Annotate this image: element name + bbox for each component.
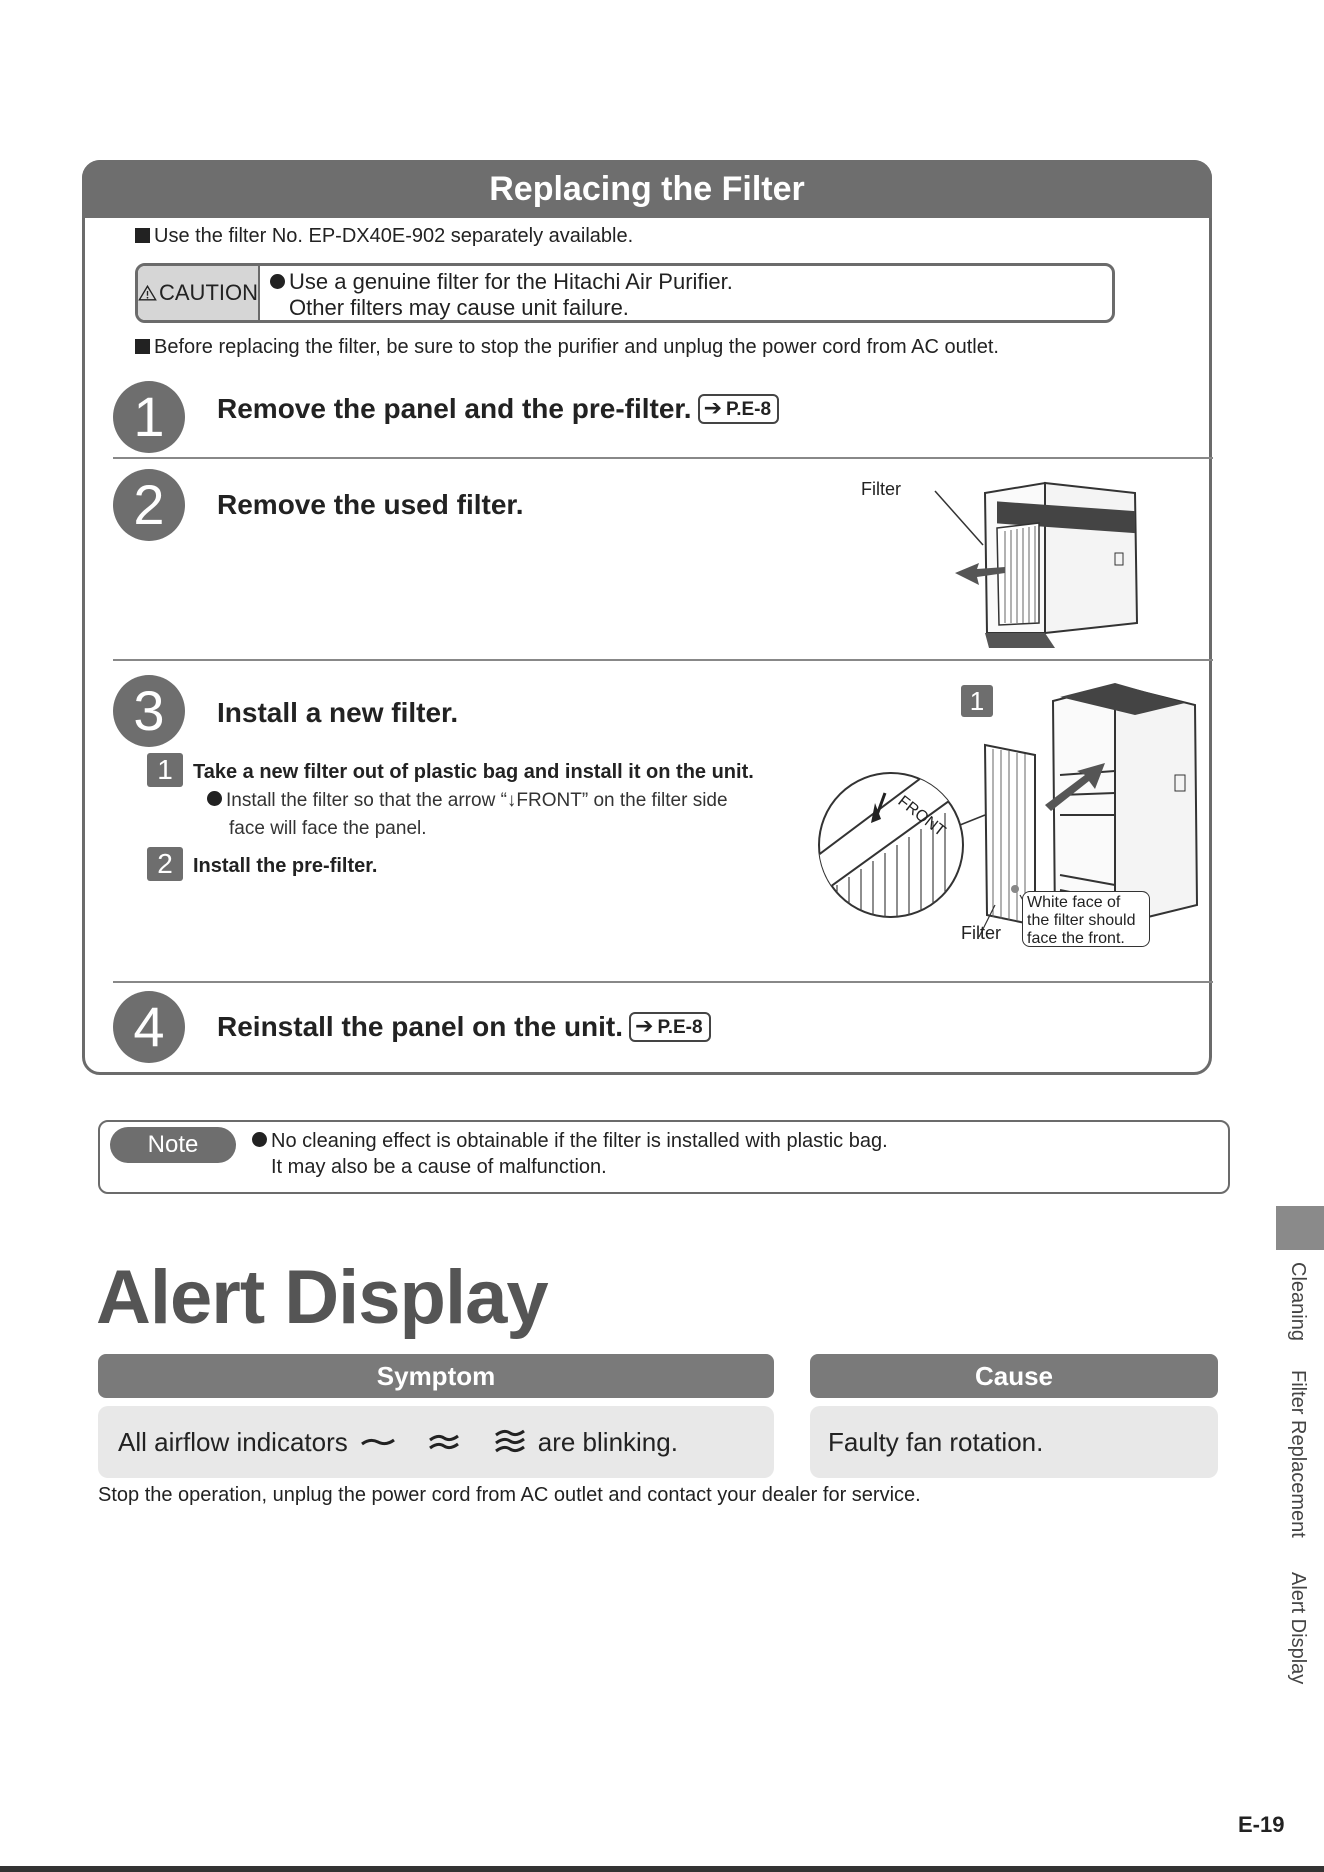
substep-1-number: 1 bbox=[147, 753, 183, 787]
page-reference: ➔ P.E-8 bbox=[698, 394, 780, 424]
side-tab-alert-display: Alert Display bbox=[1287, 1572, 1309, 1685]
step-divider bbox=[113, 457, 1213, 459]
before-replacing-note: Before replacing the filter, be sure to stop the purifier and unplug the power cord from AC outlet. bbox=[135, 336, 999, 359]
page-number: E-19 bbox=[1238, 1812, 1285, 1837]
step-4-number: 4 bbox=[113, 991, 185, 1063]
side-tab-cleaning: Cleaning bbox=[1287, 1262, 1309, 1341]
note-box bbox=[98, 1120, 1230, 1194]
white-face-callout: White face of the filter should face the front. bbox=[1022, 891, 1150, 947]
cause-cell: Faulty fan rotation. bbox=[810, 1406, 1218, 1478]
step-divider bbox=[113, 981, 1213, 983]
bottom-rule bbox=[0, 1866, 1324, 1872]
caution-text: Use a genuine filter for the Hitachi Air Purifier. Other filters may cause unit failure. bbox=[270, 269, 733, 321]
note-text: No cleaning effect is obtainable if the filter is installed with plastic bag. It may also be a cause of malfunction. bbox=[252, 1128, 888, 1180]
remove-filter-illustration bbox=[905, 473, 1155, 653]
filter-label: Filter bbox=[861, 479, 901, 499]
service-instruction: Stop the operation, unplug the power cord from AC outlet and contact your dealer for service. bbox=[98, 1484, 921, 1506]
square-bullet-icon bbox=[135, 339, 150, 354]
filter-label: Filter bbox=[961, 923, 1001, 943]
caution-label: CAUTION bbox=[138, 266, 260, 320]
substep-2-text: Install the pre-filter. bbox=[193, 855, 378, 877]
step-2-number: 2 bbox=[113, 469, 185, 541]
side-tab-marker bbox=[1276, 1206, 1324, 1250]
side-tab-labels bbox=[1276, 1262, 1324, 1702]
panel-title: Replacing the Filter bbox=[82, 160, 1212, 218]
bullet-icon bbox=[252, 1132, 267, 1147]
bullet-icon bbox=[207, 791, 222, 806]
step-1-title: Remove the panel and the pre-filter. ➔ P.E-8 bbox=[217, 393, 779, 425]
square-bullet-icon bbox=[135, 228, 150, 243]
bullet-icon bbox=[270, 274, 285, 289]
alert-display-title: Alert Display bbox=[96, 1255, 548, 1340]
airflow-medium-icon bbox=[424, 1430, 464, 1454]
filter-replacement-panel bbox=[82, 160, 1212, 1075]
caution-box bbox=[135, 263, 1115, 323]
note-label: Note bbox=[110, 1127, 236, 1163]
front-label: FRONT bbox=[894, 792, 949, 841]
figure-badge: 1 bbox=[961, 685, 993, 717]
airflow-low-icon bbox=[358, 1430, 398, 1454]
step-1-number: 1 bbox=[113, 381, 185, 453]
warning-triangle-icon bbox=[138, 281, 157, 305]
substep-1-text: Take a new filter out of plastic bag and install it on the unit. bbox=[193, 761, 754, 783]
symptom-header: Symptom bbox=[98, 1354, 774, 1398]
step-2-title: Remove the used filter. bbox=[217, 489, 524, 520]
step-divider bbox=[113, 659, 1213, 661]
symptom-cell: All airflow indicators are blinking. bbox=[98, 1406, 774, 1478]
install-filter-illustration bbox=[815, 675, 1215, 975]
step-4-title: Reinstall the panel on the unit. ➔ P.E-8 bbox=[217, 1011, 711, 1043]
substep-1-note: Install the filter so that the arrow “↓FRONT” on the filter side face will face the panel. bbox=[207, 787, 728, 843]
filter-number-note: Use the filter No. EP-DX40E-902 separately available. bbox=[135, 225, 633, 248]
cause-header: Cause bbox=[810, 1354, 1218, 1398]
side-tab-filter-replacement: Filter Replacement bbox=[1287, 1370, 1309, 1538]
page-reference: ➔ P.E-8 bbox=[629, 1012, 711, 1042]
substep-2-number: 2 bbox=[147, 847, 183, 881]
step-3-title: Install a new filter. bbox=[217, 697, 459, 728]
step-3-number: 3 bbox=[113, 675, 185, 747]
airflow-high-icon bbox=[490, 1427, 530, 1457]
